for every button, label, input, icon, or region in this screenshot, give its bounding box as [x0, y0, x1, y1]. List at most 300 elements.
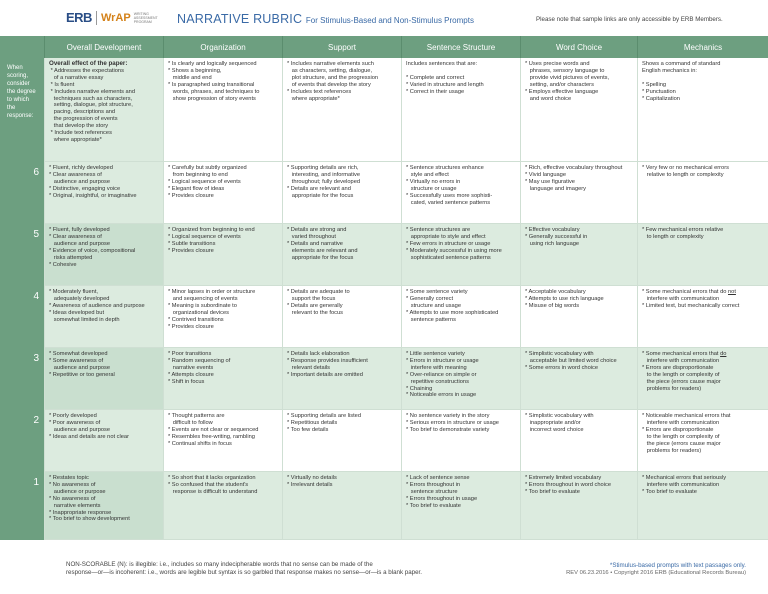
cell-line: response is difficult to understand	[168, 488, 258, 495]
cell-line: * Thought patterns are	[168, 413, 225, 419]
score-cell	[0, 348, 44, 410]
logo-erb: ERB	[66, 10, 92, 25]
cell-line: * Little sentence variety	[406, 351, 465, 357]
cell-line	[642, 351, 765, 358]
cell-line: * Elegant flow of ideas	[168, 185, 225, 192]
cell-line: * Errors in structure or usage	[406, 357, 479, 364]
cell-line	[642, 289, 765, 296]
cell-line: * Carefully but subtly organized	[168, 165, 247, 171]
cell-line: to length or complexity	[642, 233, 704, 240]
cell-line: * Too brief to evaluate	[406, 502, 461, 509]
cell-line: where appropriate*	[287, 95, 340, 102]
cell-line	[642, 75, 765, 82]
instruction-line: response:	[7, 113, 34, 119]
cell-line: interfere with meaning	[406, 364, 467, 371]
cell-line: * Punctuation	[642, 88, 676, 95]
cell-line: * Details are strong and	[287, 227, 347, 233]
score-number: 3	[33, 353, 39, 364]
cell-line: * No awareness of	[49, 495, 96, 502]
cell-line: pacing, descriptions and	[49, 109, 116, 116]
cell-line: * Noticeable mechanical errors that	[642, 413, 731, 419]
criteria-organization	[163, 58, 282, 162]
cell-line: * Includes text references	[287, 88, 352, 95]
cell-line: * So short that it lacks organization	[168, 475, 256, 481]
cell-line: * Provides closure	[168, 192, 214, 199]
line-text: the piece (errors cause major	[642, 378, 721, 385]
score-cell	[0, 162, 44, 224]
cell-line: * Some errors in word choice	[525, 364, 599, 371]
score-row-5	[0, 224, 768, 286]
cell-line: * Too few details	[287, 426, 329, 433]
support-cell	[282, 410, 401, 472]
cell-line: * Simplistic vocabulary with	[525, 351, 594, 357]
cell-line: * Extremely limited vocabulary	[525, 475, 602, 481]
cell-line: * Effective vocabulary	[525, 227, 580, 233]
cell-line: * Is paragraphed using transitional	[168, 81, 255, 88]
cell-line: * Repetitious details	[287, 419, 338, 426]
organization-cell	[163, 162, 282, 224]
cell-line: audience and purpose	[49, 240, 111, 247]
cell-line	[642, 303, 765, 310]
cell-line: * Mechanical errors that seriously	[642, 475, 727, 481]
header	[0, 0, 768, 36]
criteria-mechanics	[637, 58, 768, 162]
mechanics-cell	[637, 224, 768, 286]
cell-line	[406, 68, 517, 75]
cell-line: * Attempts closure	[168, 371, 214, 378]
column-header-word-choice: Word Choice	[520, 36, 637, 58]
cell-line: * Clear awareness of	[49, 171, 102, 178]
cell-line: acceptable but limited word choice	[525, 357, 617, 364]
sentence-structure-cell	[401, 286, 520, 348]
cell-line: * Errors throughout in	[406, 481, 461, 488]
cell-line: * Errors are disproportionate	[642, 426, 714, 433]
nonscorable-line-1: NON-SCORABLE (N): is illegible: i.e., includes so many indecipherable words that no sense can be made of the	[66, 561, 373, 568]
column-header-sentence-structure: Sentence Structure	[401, 36, 520, 58]
cell-line: * Logical sequence of events	[168, 233, 241, 240]
cell-line: * Include text references	[49, 130, 112, 137]
word-choice-cell	[520, 472, 637, 540]
cell-line: of a narrative essay	[49, 74, 104, 81]
cell-line: * Important details are omitted	[287, 371, 363, 378]
support-cell	[282, 472, 401, 540]
cell-line: Includes sentences that are:	[406, 61, 478, 67]
sentence-structure-cell	[401, 162, 520, 224]
cell-line: throughout; fully developed	[287, 178, 361, 185]
instruction-line: the degree	[7, 89, 36, 95]
cell-line: * Clear awareness of	[49, 233, 102, 240]
cell-line: * Ideas and details are not clear	[49, 433, 129, 440]
title-subtitle: For Stimulus-Based and Non-Stimulus Prompts	[305, 16, 474, 25]
cell-line: * Sentence structures enhance	[406, 165, 484, 171]
instruction-line: to which	[7, 97, 30, 103]
mechanics-cell	[637, 472, 768, 540]
score-row-1	[0, 472, 768, 540]
cell-line: * Supporting details are rich,	[287, 165, 359, 171]
cell-line: * Errors throughout in word choice	[525, 481, 611, 488]
instruction-line: the	[7, 105, 16, 111]
cell-line: where appropriate*	[49, 136, 102, 143]
cell-line	[642, 365, 765, 372]
score-row-2	[0, 410, 768, 472]
score-number: 6	[33, 167, 39, 178]
instruction-line: scoring,	[7, 73, 29, 79]
cell-line: interfere with communication	[642, 419, 720, 426]
rubric-table	[0, 36, 768, 540]
criteria-word-choice	[520, 58, 637, 162]
cell-line: appropriate for the focus	[287, 254, 354, 261]
cell-line: * Uses precise words and	[525, 61, 590, 67]
cell-line: sophisticated sentence patterns	[406, 254, 491, 261]
cell-line: middle and end	[168, 74, 212, 81]
cell-line: * Moderately fluent,	[49, 289, 99, 295]
overall-development-cell	[44, 162, 163, 224]
cell-line: * Events are not clear or sequenced	[168, 426, 259, 433]
instruction-line: When	[7, 65, 23, 71]
word-choice-cell	[520, 224, 637, 286]
cell-line: organizational devices	[168, 309, 230, 316]
underlined-word: not	[728, 289, 736, 295]
cell-line: * Details and narrative	[287, 240, 343, 247]
line-text: * Some mechanical errors that do	[642, 289, 728, 295]
organization-cell	[163, 410, 282, 472]
score-row-6	[0, 162, 768, 224]
cell-line: * Few mechanical errors relative	[642, 227, 724, 233]
cell-line: * Supporting details are listed	[287, 413, 361, 419]
score-number: 5	[33, 229, 39, 240]
cell-line: * Rich, effective vocabulary throughout	[525, 165, 623, 171]
logo-divider	[96, 11, 97, 25]
cell-line: * Random sequencing of	[168, 357, 231, 364]
score-number: 2	[33, 415, 39, 426]
cell-line: * Too brief to demonstrate variety	[406, 426, 490, 433]
cell-line: the progression of events	[49, 116, 118, 123]
cell-line: * Some sentence variety	[406, 289, 468, 295]
instruction-line: consider	[7, 81, 30, 87]
cell-line: * Includes narrative elements such	[287, 61, 374, 67]
mechanics-cell	[637, 286, 768, 348]
cell-line: * Too brief to show development	[49, 516, 130, 523]
organization-cell	[163, 348, 282, 410]
cell-line: * Employs effective language	[525, 88, 599, 95]
criteria-overall-development	[44, 58, 163, 162]
column-header-row	[0, 36, 768, 58]
cell-line: interfere with communication	[642, 481, 720, 488]
revision-copyright: REV 06.23.2016 • Copyright 2016 ERB (Educational Records Bureau)	[566, 569, 746, 576]
cell-line: * Virtually no details	[287, 475, 337, 481]
cell-line: relevant details	[287, 364, 330, 371]
column-header-overall-development: Overall Development	[44, 36, 163, 58]
page-title	[177, 12, 474, 26]
cell-line: to the length or complexity of	[642, 433, 720, 440]
sentence-structure-cell	[401, 410, 520, 472]
title-main: NARRATIVE RUBRIC	[177, 12, 303, 26]
score-cell	[0, 286, 44, 348]
cell-line: * Generally successful in	[525, 233, 588, 240]
sentence-structure-cell	[401, 224, 520, 286]
cell-line: audience and purpose	[49, 364, 111, 371]
cell-line: * Provides closure	[168, 247, 214, 254]
cell-line: * Addresses the expectations	[49, 67, 124, 74]
cell-line: * Capitalization	[642, 95, 680, 102]
cell-line: * Sentence structures are	[406, 227, 471, 233]
cell-line: * Logical sequence of events	[168, 178, 241, 185]
cell-line: Shows a command of standard	[642, 61, 721, 67]
cell-line: * Distinctive, engaging voice	[49, 185, 121, 192]
cell-line: * Varied in structure and length	[406, 81, 484, 88]
cell-line: * Fluent, fully developed	[49, 227, 110, 233]
cell-line: * Over-reliance on simple or	[406, 371, 477, 378]
word-choice-cell	[520, 410, 637, 472]
line-text: * Errors are disproportionate	[642, 364, 714, 371]
cell-line: show progression of story events	[168, 95, 256, 102]
criteria-sentence-structure	[401, 58, 520, 162]
cell-line: repetitive constructions	[406, 378, 469, 385]
cell-line: audience and purpose	[49, 426, 111, 433]
cell-line: * Response provides insufficient	[287, 357, 368, 364]
cell-line: varied throughout	[287, 233, 337, 240]
cell-line: style and effect	[406, 171, 449, 178]
cell-line: * Vivid language	[525, 171, 567, 178]
cell-line: words, phrases, and techniques to	[168, 88, 260, 95]
cell-line: interesting, and informative	[287, 171, 361, 178]
support-cell	[282, 224, 401, 286]
cell-line: support the focus	[287, 295, 336, 302]
cell-line: * Cohesive	[49, 261, 77, 268]
cell-line: risks attempted	[49, 254, 93, 261]
logo-subtitle: WRITING ASSESSMENT PROGRAM	[133, 11, 158, 24]
cell-line: of events that develop the story	[287, 81, 371, 88]
cell-line: * Details lack elaboration	[287, 351, 350, 357]
cell-line: structure or usage	[406, 185, 457, 192]
cell-line: relevant to the focus	[287, 309, 343, 316]
cell-line: * Is fluent	[49, 81, 75, 88]
cell-line: * Details are adequate to	[287, 289, 350, 295]
cell-line: * Lack of sentence sense	[406, 475, 470, 481]
scoring-instruction	[0, 58, 44, 162]
cell-line: * Minor lapses in order or structure	[168, 289, 256, 295]
cell-line: language and imagery	[525, 185, 587, 192]
cell-line: * Correct in their usage	[406, 88, 465, 95]
cell-line: difficult to follow	[168, 419, 213, 426]
cell-line: * Subtle transitions	[168, 240, 216, 247]
cell-line: using rich language	[525, 240, 580, 247]
cell-line: appropriate for the focus	[287, 192, 354, 199]
stimulus-note: *Stimulus-based prompts with text passages only.	[609, 562, 746, 569]
cell-line: * Very few or no mechanical errors	[642, 165, 729, 171]
cell-line: * Provides closure	[168, 323, 214, 330]
nonscorable-line-2: response—or—is incoherent: i.e., words are legible but syntax is so garbled that response makes no sense—or—is a blank paper.	[66, 569, 422, 576]
score-number: 4	[33, 291, 39, 302]
cell-line: audience and purpose	[49, 178, 111, 185]
cell-line: * Continual shifts in focus	[168, 440, 232, 447]
cell-line: sentence structure	[406, 488, 458, 495]
cell-line: * Misuse of big words	[525, 302, 580, 309]
word-choice-cell	[520, 286, 637, 348]
cell-line: phrases, sensory language to	[525, 67, 605, 74]
cell-line: * Few errors in structure or usage	[406, 240, 491, 247]
logo-wrap: WrAP	[100, 11, 131, 24]
cell-line: techniques such as characters,	[49, 95, 133, 102]
cell-line: sentence patterns	[406, 316, 456, 323]
cell-line: inappropriate and/or	[525, 419, 581, 426]
cell-line: * Some awareness of	[49, 357, 104, 364]
cell-line: * Inappropriate response	[49, 509, 112, 516]
overall-development-cell	[44, 286, 163, 348]
line-text: to the length or complexity of	[642, 371, 720, 378]
cell-line: * Poor awareness of	[49, 419, 101, 426]
cell-line	[642, 372, 765, 379]
cell-line: from beginning to end	[168, 171, 228, 178]
cell-line: * Attempts to use rich language	[525, 295, 604, 302]
mechanics-cell	[637, 162, 768, 224]
cell-line	[642, 296, 765, 303]
score-cell	[0, 224, 44, 286]
sentence-structure-cell	[401, 472, 520, 540]
column-header-mechanics: Mechanics	[637, 36, 768, 58]
cell-line: * Fluent, richly developed	[49, 165, 113, 171]
cell-line: narrative events	[168, 364, 214, 371]
cell-line: * Generally correct	[406, 295, 454, 302]
overall-effect-title: Overall effect of the paper:	[49, 60, 128, 67]
score-row-3	[0, 348, 768, 410]
column-header-support: Support	[282, 36, 401, 58]
cell-line: * Simplistic vocabulary with	[525, 413, 594, 419]
cell-line: * Shows a beginning,	[168, 67, 222, 74]
cell-line: * No awareness of	[49, 481, 96, 488]
underlined-word: do	[720, 351, 727, 357]
cell-line: * Irrelevant details	[287, 481, 333, 488]
cell-line	[642, 386, 765, 393]
cell-line: structure and usage	[406, 302, 462, 309]
cell-line: * Details are relevant and	[287, 185, 351, 192]
cell-line: * Evidence of voice, compositional	[49, 247, 136, 254]
line-text: interfere with communication	[642, 357, 720, 364]
cell-line: * Virtually no errors in	[406, 178, 461, 185]
cell-line: * Errors throughout in usage	[406, 495, 478, 502]
cell-line: * Too brief to evaluate	[642, 488, 697, 495]
cell-line: * Awareness of audience and purpose	[49, 302, 145, 309]
score-cell	[0, 410, 44, 472]
score-cell	[0, 472, 44, 540]
score-number: 1	[33, 477, 39, 488]
cell-line: * Chaining	[406, 385, 433, 392]
cell-line: * Original, insightful, or imaginative	[49, 192, 137, 199]
line-text: interfere with communication	[642, 295, 720, 302]
organization-cell	[163, 472, 282, 540]
cell-line: setting, dialogue, plot structure,	[49, 102, 133, 109]
organization-cell	[163, 224, 282, 286]
cell-line: * Poorly developed	[49, 413, 97, 419]
sentence-structure-cell	[401, 348, 520, 410]
cell-line: * Too brief to evaluate	[525, 488, 580, 495]
criteria-support	[282, 58, 401, 162]
support-cell	[282, 348, 401, 410]
cell-line: setting, and/or characters	[525, 81, 594, 88]
cell-line: elements are relevant and	[287, 247, 358, 254]
cell-line: * Serious errors in structure or usage	[406, 419, 499, 426]
overall-development-cell	[44, 224, 163, 286]
cell-line: * Noticeable errors in usage	[406, 392, 477, 399]
cell-line: * Shift in focus	[168, 378, 205, 385]
line-text: problems for readers)	[642, 385, 702, 392]
overall-development-cell	[44, 472, 163, 540]
cell-line: * So confused that the student's	[168, 481, 249, 488]
overall-development-cell	[44, 410, 163, 472]
cell-line: * May use figurative	[525, 178, 575, 185]
erb-wrap-logo	[66, 10, 172, 25]
cell-line: * Somewhat developed	[49, 351, 108, 357]
cell-line: * Repetitive or too general	[49, 371, 115, 378]
cell-line: as characters, setting, dialogue,	[287, 67, 373, 74]
cell-line: that develop the story	[49, 123, 109, 130]
cell-line: * Acceptable vocabulary	[525, 289, 586, 295]
word-choice-cell	[520, 348, 637, 410]
mechanics-cell	[637, 348, 768, 410]
cell-line	[642, 379, 765, 386]
cell-line: * Restates topic	[49, 475, 89, 481]
cell-line: and sequencing of events	[168, 295, 238, 302]
cell-line: * Spelling	[642, 81, 667, 88]
line-text: * Some mechanical errors that	[642, 351, 721, 357]
cell-line: * Details are generally	[287, 302, 343, 309]
line-text: * Limited text, but mechanically correct	[642, 302, 740, 309]
organization-cell	[163, 286, 282, 348]
cell-line: * Is clearly and logically sequenced	[168, 61, 257, 67]
cell-line: * Moderately successful in using more	[406, 247, 502, 254]
cell-line: * Ideas developed but	[49, 309, 105, 316]
cell-line: the piece (errors cause major	[642, 440, 721, 447]
cell-line: cated, varied sentence patterns	[406, 199, 491, 206]
cell-line: plot structure, and the progression	[287, 74, 379, 81]
cell-line: narrative elements	[49, 502, 101, 509]
support-cell	[282, 162, 401, 224]
overall-development-cell	[44, 348, 163, 410]
cell-line: incorrect word choice	[525, 426, 584, 433]
cell-line: * Poor transitions	[168, 351, 212, 357]
cell-line: audience or purpose	[49, 488, 106, 495]
column-header-organization: Organization	[163, 36, 282, 58]
cell-line: * Successfully uses more sophisti-	[406, 192, 493, 199]
cell-line: relative to length or complexity	[642, 171, 724, 178]
word-choice-cell	[520, 162, 637, 224]
cell-line: provide vivid pictures of events,	[525, 74, 610, 81]
cell-line: problems for readers)	[642, 447, 702, 454]
cell-line: * No sentence variety in the story	[406, 413, 490, 419]
cell-line: * Meaning is subordinate to	[168, 302, 237, 309]
cell-line: and word choice	[525, 95, 572, 102]
cell-line: somewhat limited in depth	[49, 316, 120, 323]
cell-line: * Contrived transitions	[168, 316, 224, 323]
score-row-4	[0, 286, 768, 348]
cell-line: adequately developed	[49, 295, 110, 302]
members-note: Please note that sample links are only accessible by ERB Members.	[536, 16, 723, 23]
cell-line: * Resembles free-writing, rambling	[168, 433, 255, 440]
support-cell	[282, 286, 401, 348]
cell-line: appropriate to style and effect	[406, 233, 486, 240]
cell-line: * Organized from beginning to end	[168, 227, 255, 233]
criteria-row	[0, 58, 768, 162]
header-spacer	[0, 36, 44, 58]
cell-line: * Complete and correct	[406, 74, 465, 81]
cell-line: * Includes narrative elements and	[49, 88, 135, 95]
footer-info	[554, 562, 746, 577]
cell-line: * Attempts to use more sophisticated	[406, 309, 499, 316]
cell-line: English mechanics in:	[642, 67, 698, 74]
nonscorable-note	[66, 561, 526, 577]
cell-line	[642, 358, 765, 365]
mechanics-cell	[637, 410, 768, 472]
